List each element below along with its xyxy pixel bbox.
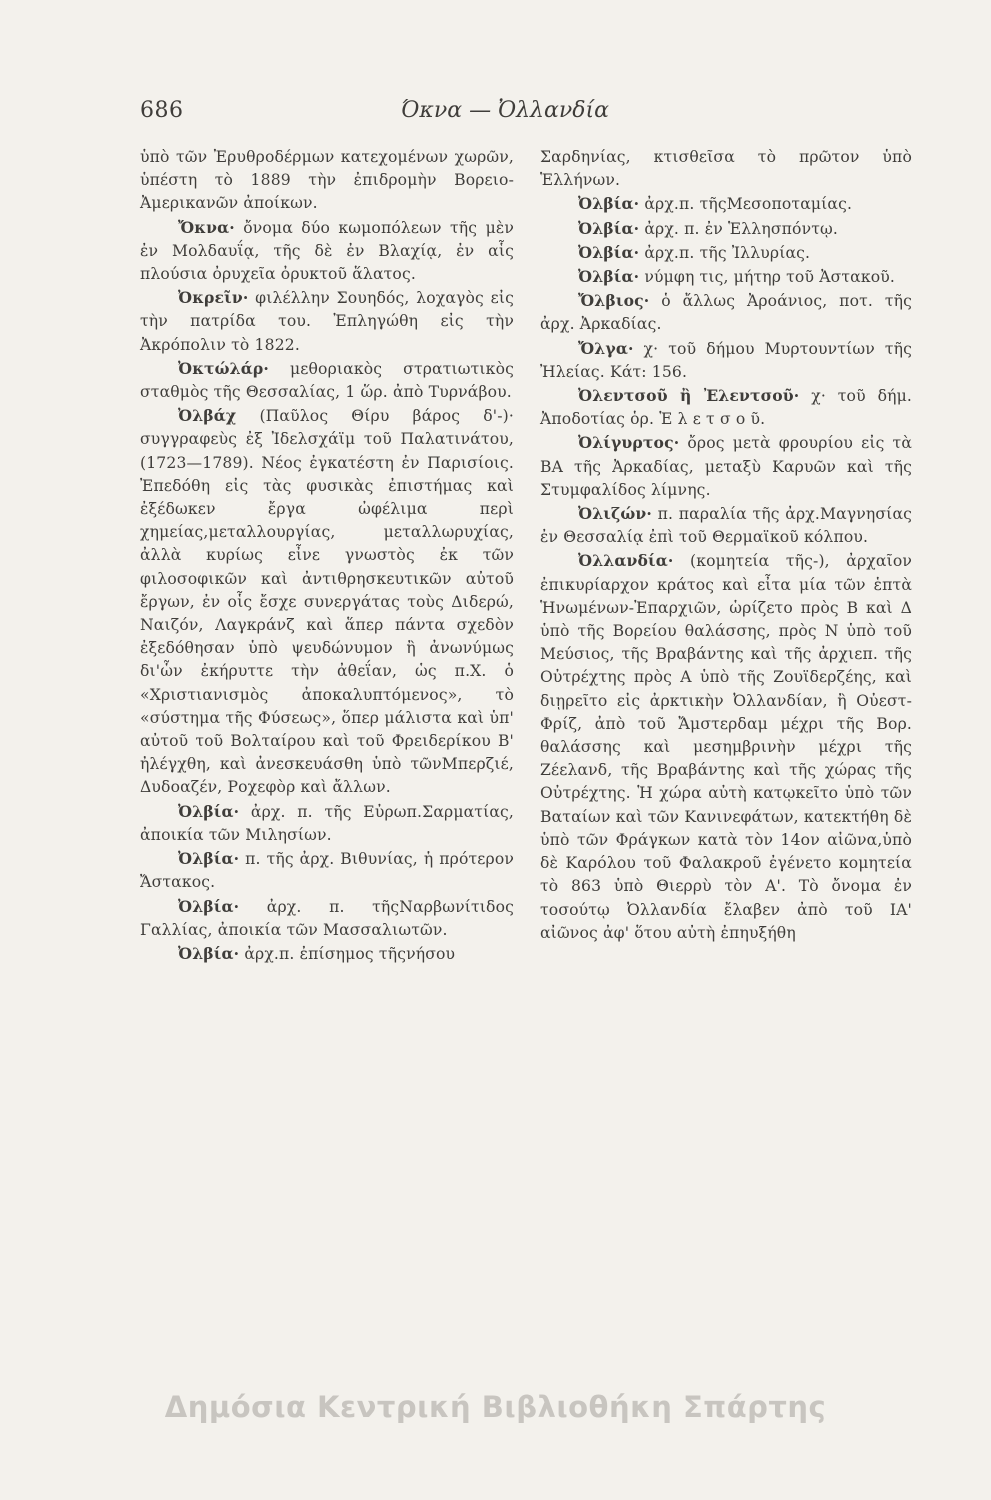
entry-headword: Ὀλιζών·	[578, 504, 652, 524]
entry-text: π. παραλία τῆς ἀρχ.Μαγνησίας ἐν Θεσσαλίᾳ ἐπὶ τοῦ Θερμαϊκοῦ κόλπου.	[540, 505, 913, 547]
entry-headword: Ὀλβία·	[178, 896, 240, 916]
entry-headword: Ὀλβία·	[578, 218, 640, 238]
dictionary-entry	[540, 502, 912, 549]
entry-headword: Ὀκτώλάρ·	[178, 358, 270, 378]
dictionary-entry	[140, 847, 514, 894]
entry-headword: Ὀλβία·	[578, 267, 640, 287]
entry-text: Σαρδηνίας, κτισθεῖσα τὸ πρῶτον ὑπὸ Ἑλλήνων.	[540, 148, 912, 190]
dictionary-entry	[140, 357, 514, 404]
entry-text: νύμφη τις, μήτηρ τοῦ Ἀστακοῦ.	[644, 268, 896, 287]
entry-text: ἀρχ. π. τῆς Εὐρωπ.Σαρματίας, ἀποικία τῶν Μιλησίων.	[140, 802, 514, 844]
entry-headword: Ὀλεντσοῦ ἢ Ἐλεντσοῦ·	[578, 386, 800, 406]
dictionary-entry	[140, 942, 514, 966]
entry-text: φιλέλλην Σουηδός, λοχαγὸς εἰς τὴν πατρίδα του. Ἐπληγώθη εἰς τὴν Ἀκρόπολιν τὸ 1822.	[140, 289, 515, 354]
entry-text: ὑπὸ τῶν Ἐρυθροδέρμων κατεχομένων χωρῶν, ὑπέστη τὸ 1889 τὴν ἐπιδρομὴν Βορειο-Ἀμερικανῶν ἀποίκων.	[140, 148, 514, 213]
entry-text: (Παῦλος Θίρυ βάρος δ'-)· συγγραφεὺς ἐξ Ἰδελσχάϊμ τοῦ Παλατινάτου, (1723—1789). Νέος ἐγκατέστη ἐν Παρισίοις. Ἐπεδόθη εἰς τὰς φυσικὰς ἐπιστήμας καὶ ἐξέδωκεν ἔργα ὠφέλιμα περὶ χημείας,μεταλλουργίας, μεταλλωρυχίας, ἀλλὰ κυρίως εἶνε γνωστὸς ἐκ τῶν φιλοσοφικῶν καὶ ἀντιθρησκευτικῶν αὐτοῦ ἔργων, ἐν οἷς ἔσχε συνεργάτας τοὺς Διδερώ, Ναιζόν, Λαγκράνζ καὶ ἅπερ πάντα σχεδὸν ἐξεδόθησαν ὑπὸ ψευδώνυμον ἢ ἀνωνύμως δι'ὧν ἐκήρυττε τὴν ἀθεΐαν, ὡς π.Χ. ὁ «Χριστιανισμὸς ἀποκαλυπτόμενος», τὸ «σύστημα τῆς Φύσεως», ὅπερ μάλιστα καὶ ὑπ' αὐτοῦ τοῦ Βολταίρου καὶ τοῦ Φρειδερίκου Β' ἠλέγχθη, καὶ ἀνεσκευάσθη ὑπὸ τῶνΜπερζιέ, Δυδοαζέν, Ροχεφὸρ καὶ ἄλλων.	[140, 407, 514, 797]
entry-text: χ· τοῦ δήμου Μυρτουντίων τῆς Ἠλείας. Κάτ: 156.	[540, 339, 912, 381]
entry-headword: Ὄλβιος·	[578, 291, 650, 311]
entry-headword: Ὀκρεῖν·	[178, 288, 249, 308]
dictionary-entry	[140, 404, 514, 799]
dictionary-entry	[540, 289, 912, 336]
dictionary-entry	[540, 217, 912, 241]
dictionary-entry	[140, 216, 514, 287]
entry-headword: Ὀλβία·	[578, 194, 640, 214]
dictionary-entry	[540, 241, 912, 265]
dictionary-entry	[140, 286, 514, 357]
dictionary-entry	[140, 800, 514, 847]
continued-text	[140, 146, 514, 216]
entry-text: ἀρχ.π. τῆς Ἰλλυρίας.	[644, 243, 811, 262]
dictionary-entry	[540, 549, 912, 944]
entry-text: π. τῆς ἀρχ. Βιθυνίας, ἡ πρότερον Ἄστακος.	[140, 850, 514, 892]
entry-text: ἀρχ. π. ἐν Ἑλλησπόντῳ.	[644, 219, 838, 238]
entry-headword: Ὀλβάχ	[178, 406, 237, 426]
entry-text: ὁ ἄλλως Ἀροάνιος, ποτ. τῆς ἀρχ. Ἀρκαδίας.	[540, 292, 912, 334]
dictionary-entry	[540, 384, 912, 431]
page-number: 686	[140, 98, 184, 123]
continued-text	[540, 146, 912, 192]
running-head: Όκνα — Ὀλλανδία	[401, 98, 609, 123]
dictionary-entry	[540, 431, 912, 502]
entry-headword: Ὀλίγυρτος·	[578, 433, 680, 453]
entry-text: ἀρχ.π. τῆςΜεσοποταμίας.	[644, 195, 853, 214]
entry-text: ἀρχ.π. ἐπίσημος τῆςνήσου	[244, 944, 456, 963]
dictionary-entry	[540, 192, 912, 216]
entry-headword: Ὀλβία·	[178, 849, 240, 869]
right-column	[540, 146, 912, 945]
left-column	[140, 146, 514, 966]
entry-text: (κομητεία τῆς-), ἀρχαῖον ἐπικυρίαρχον κράτος καὶ εἶτα μία τῶν ἑπτὰ Ἡνωμένων-Ἐπαρχιῶν, ὡρίζετο πρὸς Β καὶ Δ ὑπὸ τῆς Βορείου θαλάσσης, πρὸς Ν ὑπὸ τοῦ Μεύσιος, τῆς Βραβάντης καὶ τῆς ἀρχιεπ. τῆς Οὐτρέχτης πρὸς Α ὑπὸ τῆς Ζουϊδερζέης, καὶ διῃρεῖτο εἰς ἀρκτικὴν Ὀλλανδίαν, ἢ Οὐεστ-Φρίζ, ἀπὸ τοῦ Ἄμστερδαμ μέχρι τῆς Βορ. θαλάσσης καὶ μεσημβρινὴν μέχρι τῆς Ζέελανδ, τῆς Βραβάντης καὶ τῆς χώρας τῆς Οὐτρέχτης. Ἡ χώρα αὐτὴ κατῳκεῖτο ὑπὸ τῶν Βαταίων καὶ τῶν Κανινεφάτων, κατεκτήθη δὲ ὑπὸ τῶν Φράγκων κατὰ τὸν 14ον αἰῶνα,ὑπὸ δὲ Καρόλου τοῦ Φαλακροῦ ἐγένετο κομητεία τὸ 863 ὑπὸ Θιερρὺ τὸν Α'. Τὸ ὄνομα ἐν τοσούτῳ Ὀλλανδία ἔλαβεν ἀπὸ τοῦ ΙΑ' αἰῶνος ἀφ' ὅτου αὐτὴ ἐπηυξήθη	[540, 552, 913, 942]
entry-headword: Ὀλβία·	[578, 242, 640, 262]
entry-text: ἀρχ. π. τῆςΝαρβωνίτιδος Γαλλίας, ἀποικία τῶν Μασσαλιωτῶν.	[140, 897, 515, 939]
entry-text: μεθοριακὸς στρατιωτικὸς σταθμὸς τῆς Θεσσαλίας, 1 ὥρ. ἀπὸ Τυρνάβου.	[140, 359, 514, 402]
entry-text: χ· τοῦ δήμ. Ἀποδοτίας ὁρ. Ἑ λ ε τ σ ο ῦ.	[540, 387, 912, 429]
entry-headword: Ὀλβία·	[178, 801, 240, 821]
entry-text: ὄνομα δύο κωμοπόλεων τῆς μὲν ἐν Μολδαυΐᾳ, τῆς δὲ ἐν Βλαχίᾳ, ἐν αἷς πλούσια ὀρυχεῖα ὀρυκτοῦ ἅλατος.	[140, 218, 514, 284]
entry-headword: Ὄκνα·	[178, 217, 235, 237]
dictionary-entry	[540, 337, 912, 384]
entry-headword: Ὄλγα·	[578, 338, 634, 358]
entry-headword: Ὀλλανδία·	[578, 551, 674, 571]
entry-text: ὄρος μετὰ φρουρίου εἰς τὰ ΒΑ τῆς Ἀρκαδίας, μεταξὺ Καρυῶν καὶ τῆς Στυμφαλίδος λίμνης.	[540, 434, 913, 499]
dictionary-entry	[540, 265, 912, 289]
dictionary-entry	[140, 895, 514, 942]
library-watermark: Δημόσια Κεντρική Βιβλιοθήκη Σπάρτης	[164, 1390, 827, 1424]
entry-headword: Ὀλβία·	[178, 943, 240, 963]
